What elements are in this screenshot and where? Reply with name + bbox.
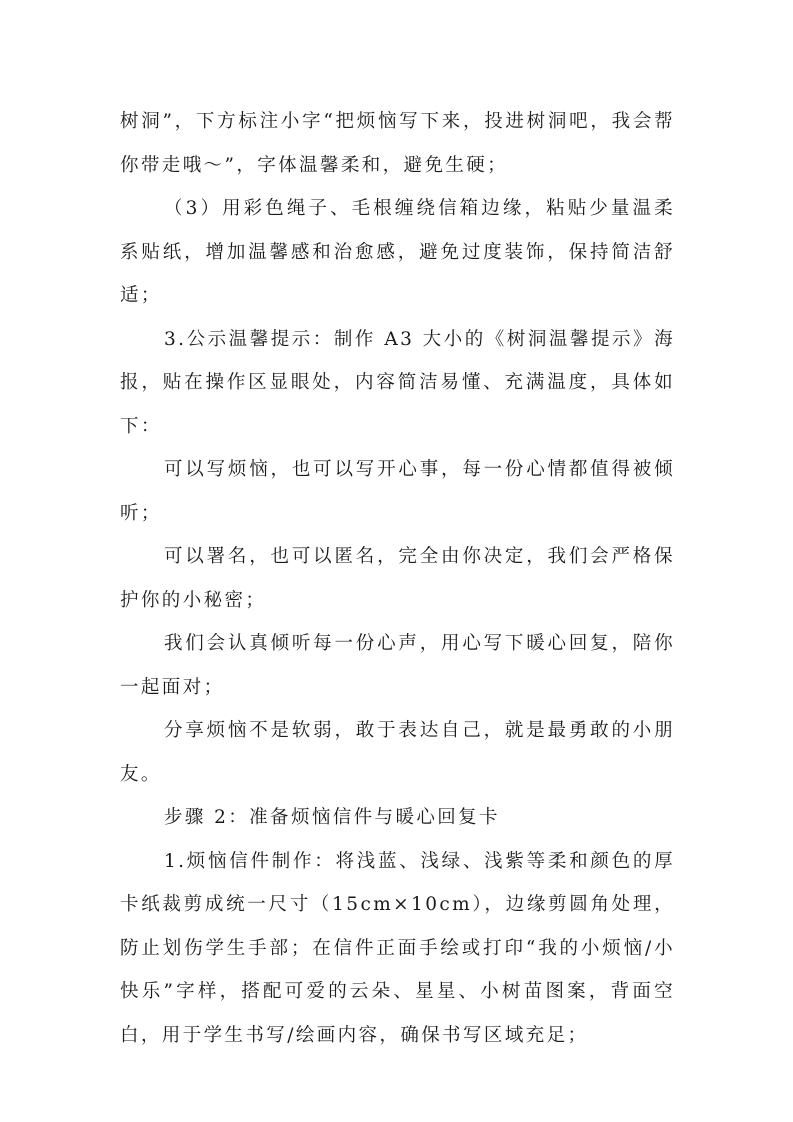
paragraph-notice-item-1: 可以写烦恼，也可以写开心事，每一份心情都值得被倾听； (120, 459, 675, 524)
paragraph-notice-item-3: 我们会认真倾听每一份心声，用心写下暖心回复，陪你一起面对； (120, 633, 675, 698)
section-heading-step-2: 步骤 2：准备烦恼信件与暖心回复卡 (164, 807, 500, 828)
paragraph-decoration-step: （3）用彩色绳子、毛根缠绕信箱边缘，粘贴少量温柔系贴纸，增加温馨感和治愈感，避免过度装饰，保持简洁舒适； (120, 198, 675, 306)
paragraph-tree-hole-label: 树洞”，下方标注小字“把烦恼写下来，投进树洞吧，我会帮你带走哦～”，字体温馨柔和，避免生硬； (120, 111, 675, 176)
paragraph-letter-making: 1.烦恼信件制作：将浅蓝、浅绿、浅紫等柔和颜色的厚卡纸裁剪成统一尺寸（15cm×10cm），边缘剪圆角处理，防止划伤学生手部；在信件正面手绘或打印“我的小烦恼/小快乐”字样，搭配可爱的云朵、星星、小树苗图案，背面空白，用于学生书写/绘画内容，确保书写区域充足； (120, 850, 675, 1046)
paragraph-notice-poster: 3.公示温馨提示：制作 A3 大小的《树洞温馨提示》海报，贴在操作区显眼处，内容简洁易懂、充满温度，具体如下： (120, 328, 675, 437)
paragraph-notice-item-2: 可以署名，也可以匿名，完全由你决定，我们会严格保护你的小秘密； (120, 546, 675, 611)
document-body (120, 100, 675, 1057)
paragraph-notice-item-4: 分享烦恼不是软弱，敢于表达自己，就是最勇敢的小朋友。 (120, 720, 675, 785)
